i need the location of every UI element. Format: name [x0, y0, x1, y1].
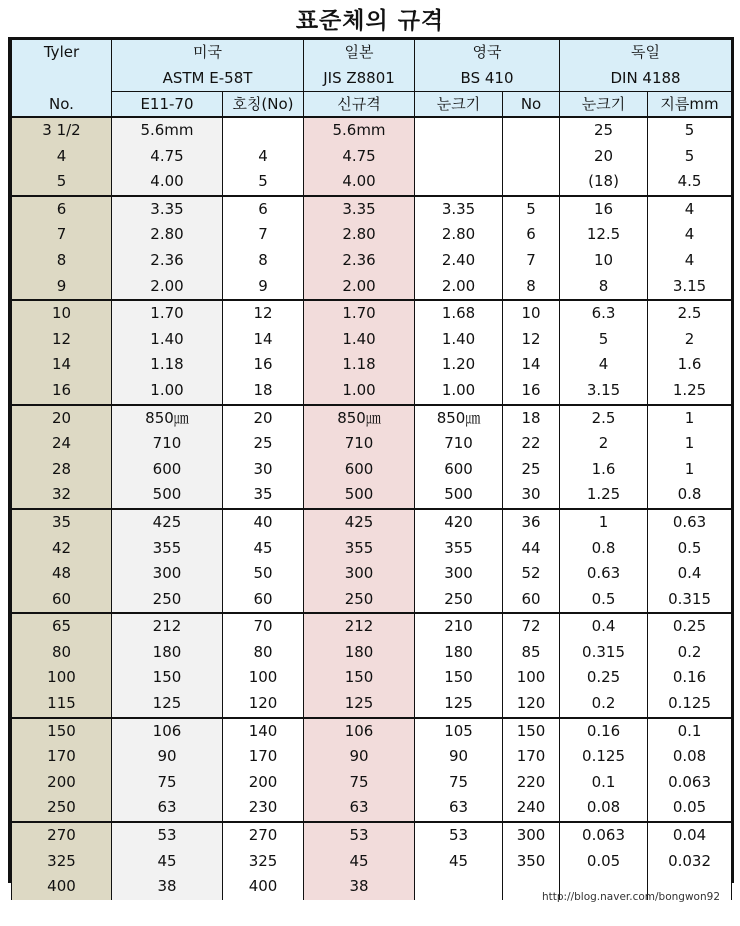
table-cell: 8 [503, 274, 560, 301]
header-usa: 미국 [112, 40, 304, 66]
table-cell: 32 [12, 482, 112, 509]
table-cell: 0.125 [560, 744, 648, 770]
subheader-din-aperture: 눈크기 [560, 92, 648, 118]
table-cell [415, 117, 503, 144]
table-cell: 8 [560, 274, 648, 301]
table-cell: 210 [415, 613, 503, 640]
table-cell: 4 [648, 248, 732, 274]
table-cell: 12.5 [560, 222, 648, 248]
table-cell: 5.6mm [112, 117, 223, 144]
table-cell: 420 [415, 509, 503, 536]
table-cell: 3.35 [415, 196, 503, 223]
table-cell: 1.25 [560, 482, 648, 509]
table-cell: 5.6mm [304, 117, 415, 144]
table-cell: 0.063 [648, 770, 732, 796]
table-cell: 0.16 [648, 665, 732, 691]
subheader-tyler-no: No. [12, 92, 112, 118]
table-row [12, 665, 732, 691]
header-tyler: Tyler [12, 40, 112, 92]
table-cell: 850㎛ [304, 405, 415, 432]
table-cell: 500 [304, 482, 415, 509]
table-cell: 1.68 [415, 300, 503, 327]
table-cell: 400 [12, 874, 112, 900]
header-astm: ASTM E-58T [112, 66, 304, 92]
table-cell: 600 [304, 457, 415, 483]
table-row [12, 509, 732, 536]
table-cell: 12 [503, 327, 560, 353]
table-cell: 9 [12, 274, 112, 301]
table-cell: 9 [223, 274, 304, 301]
table-cell: 1.00 [415, 378, 503, 405]
table-cell: 240 [503, 795, 560, 822]
table-cell: 6 [12, 196, 112, 223]
table-cell: 1.40 [112, 327, 223, 353]
table-cell: 4 [12, 144, 112, 170]
table-cell: 500 [415, 482, 503, 509]
table-cell: 2.5 [560, 405, 648, 432]
table-cell: 4 [560, 352, 648, 378]
table-cell: 53 [112, 822, 223, 849]
table-cell: 52 [503, 561, 560, 587]
table-cell: 0.8 [560, 536, 648, 562]
table-cell: 10 [503, 300, 560, 327]
table-cell: 72 [503, 613, 560, 640]
table-cell: 425 [304, 509, 415, 536]
table-cell: 710 [112, 431, 223, 457]
table-cell: 38 [304, 874, 415, 900]
table-cell: 18 [223, 378, 304, 405]
table-cell: 120 [503, 691, 560, 718]
table-cell: 90 [112, 744, 223, 770]
table-cell: 25 [503, 457, 560, 483]
table-cell: 150 [304, 665, 415, 691]
table-cell: 170 [12, 744, 112, 770]
table-cell: 1.00 [112, 378, 223, 405]
table-cell: 0.125 [648, 691, 732, 718]
table-cell: 2 [648, 327, 732, 353]
table-cell: 6 [223, 196, 304, 223]
table-cell: 6.3 [560, 300, 648, 327]
table-cell: 16 [560, 196, 648, 223]
table-cell: 400 [223, 874, 304, 900]
table-cell: 4.75 [112, 144, 223, 170]
table-cell: 44 [503, 536, 560, 562]
table-cell: 2.80 [112, 222, 223, 248]
table-cell: 2.36 [304, 248, 415, 274]
table-cell: (18) [560, 169, 648, 196]
table-cell: 7 [503, 248, 560, 274]
table-cell: 28 [12, 457, 112, 483]
table-cell: 106 [112, 718, 223, 745]
table-cell: 0.16 [560, 718, 648, 745]
table-cell: 5 [560, 327, 648, 353]
table-cell: 150 [415, 665, 503, 691]
table-cell: 2.80 [304, 222, 415, 248]
table-cell: 14 [12, 352, 112, 378]
table-cell: 63 [415, 795, 503, 822]
table-cell: 0.08 [560, 795, 648, 822]
table-cell: 0.1 [560, 770, 648, 796]
table-cell: 200 [223, 770, 304, 796]
table-cell: 35 [223, 482, 304, 509]
table-cell: 170 [223, 744, 304, 770]
table-cell: 250 [12, 795, 112, 822]
table-cell: 75 [415, 770, 503, 796]
table-cell: 3.15 [560, 378, 648, 405]
table-cell: 0.63 [648, 509, 732, 536]
table-cell: 70 [223, 613, 304, 640]
subheader-din-diameter: 지름mm [648, 92, 732, 118]
table-row [12, 248, 732, 274]
table-cell: 0.63 [560, 561, 648, 587]
table-cell: 30 [503, 482, 560, 509]
table-row [12, 405, 732, 432]
table-cell: 0.2 [560, 691, 648, 718]
table-cell: 1 [648, 405, 732, 432]
table-cell: 7 [223, 222, 304, 248]
table-cell: 6 [503, 222, 560, 248]
table-cell: 12 [223, 300, 304, 327]
table-cell: 0.032 [648, 849, 732, 875]
table-cell: 0.8 [648, 482, 732, 509]
table-cell: 140 [223, 718, 304, 745]
table-cell: 35 [12, 509, 112, 536]
table-cell: 36 [503, 509, 560, 536]
table-cell: 60 [223, 587, 304, 614]
table-cell: 5 [12, 169, 112, 196]
table-cell: 60 [12, 587, 112, 614]
table-cell: 325 [223, 849, 304, 875]
table-cell: 16 [503, 378, 560, 405]
table-cell: 25 [223, 431, 304, 457]
subheader-nominal-no: 호칭(No) [223, 92, 304, 118]
table-cell: 0.5 [648, 536, 732, 562]
subheader-bs-aperture: 눈크기 [415, 92, 503, 118]
table-cell [415, 144, 503, 170]
table-cell: 4 [223, 144, 304, 170]
table-cell: 125 [304, 691, 415, 718]
table-cell: 300 [112, 561, 223, 587]
table-cell: 2.00 [304, 274, 415, 301]
table-cell: 0.2 [648, 640, 732, 666]
subheader-new-standard: 신규격 [304, 92, 415, 118]
table-cell: 355 [112, 536, 223, 562]
table-cell: 4 [648, 222, 732, 248]
table-cell: 0.08 [648, 744, 732, 770]
table-cell: 212 [112, 613, 223, 640]
table-cell: 355 [304, 536, 415, 562]
sieve-standards-table [11, 40, 732, 900]
table-cell: 90 [304, 744, 415, 770]
table-cell: 63 [112, 795, 223, 822]
table-cell: 270 [223, 822, 304, 849]
table-cell: 5 [503, 196, 560, 223]
table-cell: 1.18 [304, 352, 415, 378]
table-cell: 710 [304, 431, 415, 457]
table-cell: 3.15 [648, 274, 732, 301]
table-row [12, 587, 732, 614]
table-row [12, 561, 732, 587]
table-cell: 85 [503, 640, 560, 666]
table-cell: 425 [112, 509, 223, 536]
table-cell: 5 [648, 117, 732, 144]
table-cell: 2.00 [112, 274, 223, 301]
table-cell: 1.18 [112, 352, 223, 378]
header-din: DIN 4188 [560, 66, 732, 92]
table-cell: 120 [223, 691, 304, 718]
table-cell: 250 [304, 587, 415, 614]
table-row [12, 352, 732, 378]
table-cell: 3.35 [304, 196, 415, 223]
table-cell: 10 [560, 248, 648, 274]
subheader-e11-70: E11-70 [112, 92, 223, 118]
table-cell: 710 [415, 431, 503, 457]
table-cell: 350 [503, 849, 560, 875]
table-cell: 38 [112, 874, 223, 900]
table-cell: 0.25 [560, 665, 648, 691]
table-cell: 16 [223, 352, 304, 378]
table-cell: 5 [223, 169, 304, 196]
table-cell: 1.70 [304, 300, 415, 327]
table-cell: 1 [560, 509, 648, 536]
table-cell: 150 [112, 665, 223, 691]
table-row [12, 431, 732, 457]
table-cell: 0.05 [648, 795, 732, 822]
table-cell: 2.00 [415, 274, 503, 301]
table-cell: 20 [223, 405, 304, 432]
table-cell: 16 [12, 378, 112, 405]
table-row [12, 222, 732, 248]
table-cell: 0.5 [560, 587, 648, 614]
table-cell: 125 [415, 691, 503, 718]
table-cell: 105 [415, 718, 503, 745]
table-cell: 1.6 [648, 352, 732, 378]
table-cell [223, 117, 304, 144]
table-cell: 45 [223, 536, 304, 562]
table-cell: 180 [415, 640, 503, 666]
table-cell [503, 144, 560, 170]
header-bs: BS 410 [415, 66, 560, 92]
table-cell: 180 [304, 640, 415, 666]
table-cell: 300 [304, 561, 415, 587]
table-cell: 850㎛ [415, 405, 503, 432]
table-cell [415, 874, 503, 900]
table-row [12, 640, 732, 666]
table-cell: 7 [12, 222, 112, 248]
table-cell: 65 [12, 613, 112, 640]
table-cell: 2.5 [648, 300, 732, 327]
table-cell: 80 [223, 640, 304, 666]
table-cell: 600 [112, 457, 223, 483]
table-cell [503, 169, 560, 196]
table-cell: 100 [223, 665, 304, 691]
source-url: http://blog.naver.com/bongwon92 [541, 891, 720, 903]
table-cell: 1.20 [415, 352, 503, 378]
table-cell: 5 [648, 144, 732, 170]
table-cell: 90 [415, 744, 503, 770]
table-row [12, 196, 732, 223]
table-cell: 25 [560, 117, 648, 144]
table-row [12, 691, 732, 718]
table-cell: 20 [560, 144, 648, 170]
table-cell: 60 [503, 587, 560, 614]
header-germany: 독일 [560, 40, 732, 66]
table-row [12, 482, 732, 509]
table-cell: 0.4 [648, 561, 732, 587]
table-cell: 2 [560, 431, 648, 457]
table-cell: 30 [223, 457, 304, 483]
table-cell: 125 [112, 691, 223, 718]
table-row [12, 613, 732, 640]
table-cell: 75 [112, 770, 223, 796]
table-cell: 1.00 [304, 378, 415, 405]
table-cell: 40 [223, 509, 304, 536]
table-row [12, 300, 732, 327]
table-cell: 220 [503, 770, 560, 796]
table-cell: 42 [12, 536, 112, 562]
header-uk: 영국 [415, 40, 560, 66]
table-body [12, 117, 732, 900]
table-cell: 0.4 [560, 613, 648, 640]
table-cell: 0.315 [560, 640, 648, 666]
table-cell: 180 [112, 640, 223, 666]
table-cell [415, 169, 503, 196]
header-jis: JIS Z8801 [304, 66, 415, 92]
subheader-bs-no: No [503, 92, 560, 118]
table-cell: 115 [12, 691, 112, 718]
table-cell: 0.315 [648, 587, 732, 614]
table-cell: 100 [12, 665, 112, 691]
table-cell: 250 [415, 587, 503, 614]
table-cell: 4.5 [648, 169, 732, 196]
table-cell: 0.063 [560, 822, 648, 849]
table-row [12, 378, 732, 405]
table-cell: 1 [648, 431, 732, 457]
page-title: 표준체의 규격 [295, 8, 445, 34]
table-cell: 2.36 [112, 248, 223, 274]
table-cell: 1.6 [560, 457, 648, 483]
table-cell: 14 [223, 327, 304, 353]
table-cell: 200 [12, 770, 112, 796]
table-row [12, 117, 732, 144]
table-cell: 45 [415, 849, 503, 875]
table-cell: 2.80 [415, 222, 503, 248]
table-cell: 270 [12, 822, 112, 849]
sieve-standards-table-frame [8, 37, 734, 896]
table-cell: 500 [112, 482, 223, 509]
table-cell: 850㎛ [112, 405, 223, 432]
table-cell: 106 [304, 718, 415, 745]
table-cell: 170 [503, 744, 560, 770]
table-row [12, 770, 732, 796]
table-cell: 45 [112, 849, 223, 875]
table-row [12, 849, 732, 875]
table-row [12, 169, 732, 196]
table-cell: 250 [112, 587, 223, 614]
table-cell: 355 [415, 536, 503, 562]
table-cell: 3 1/2 [12, 117, 112, 144]
table-row [12, 274, 732, 301]
table-cell: 0.1 [648, 718, 732, 745]
table-cell: 300 [415, 561, 503, 587]
table-cell: 0.25 [648, 613, 732, 640]
table-cell: 325 [12, 849, 112, 875]
table-row [12, 822, 732, 849]
table-cell: 80 [12, 640, 112, 666]
table-cell: 45 [304, 849, 415, 875]
table-cell: 150 [12, 718, 112, 745]
table-cell: 600 [415, 457, 503, 483]
table-row [12, 795, 732, 822]
table-cell: 4.00 [304, 169, 415, 196]
table-cell: 212 [304, 613, 415, 640]
table-cell: 4 [648, 196, 732, 223]
table-cell: 20 [12, 405, 112, 432]
table-cell: 24 [12, 431, 112, 457]
table-cell: 4.75 [304, 144, 415, 170]
table-cell: 3.35 [112, 196, 223, 223]
table-cell: 1.25 [648, 378, 732, 405]
table-cell: 8 [223, 248, 304, 274]
table-cell: 1.70 [112, 300, 223, 327]
table-cell: 0.05 [560, 849, 648, 875]
table-cell: 8 [12, 248, 112, 274]
table-cell: 4.00 [112, 169, 223, 196]
table-cell: 10 [12, 300, 112, 327]
table-cell: 75 [304, 770, 415, 796]
table-cell: 63 [304, 795, 415, 822]
table-cell: 230 [223, 795, 304, 822]
table-cell: 1.40 [415, 327, 503, 353]
table-row [12, 144, 732, 170]
table-cell: 22 [503, 431, 560, 457]
table-cell: 2.40 [415, 248, 503, 274]
table-cell: 1 [648, 457, 732, 483]
table-cell: 0.04 [648, 822, 732, 849]
table-cell: 12 [12, 327, 112, 353]
header-japan: 일본 [304, 40, 415, 66]
table-cell: 100 [503, 665, 560, 691]
table-cell: 1.40 [304, 327, 415, 353]
table-cell: 50 [223, 561, 304, 587]
table-cell: 53 [415, 822, 503, 849]
table-cell: 48 [12, 561, 112, 587]
table-cell: 14 [503, 352, 560, 378]
table-cell: 18 [503, 405, 560, 432]
table-row [12, 536, 732, 562]
table-row [12, 744, 732, 770]
table-row [12, 327, 732, 353]
table-cell: 150 [503, 718, 560, 745]
table-cell: 53 [304, 822, 415, 849]
table-row [12, 457, 732, 483]
table-cell [503, 117, 560, 144]
table-cell: 300 [503, 822, 560, 849]
table-row [12, 718, 732, 745]
